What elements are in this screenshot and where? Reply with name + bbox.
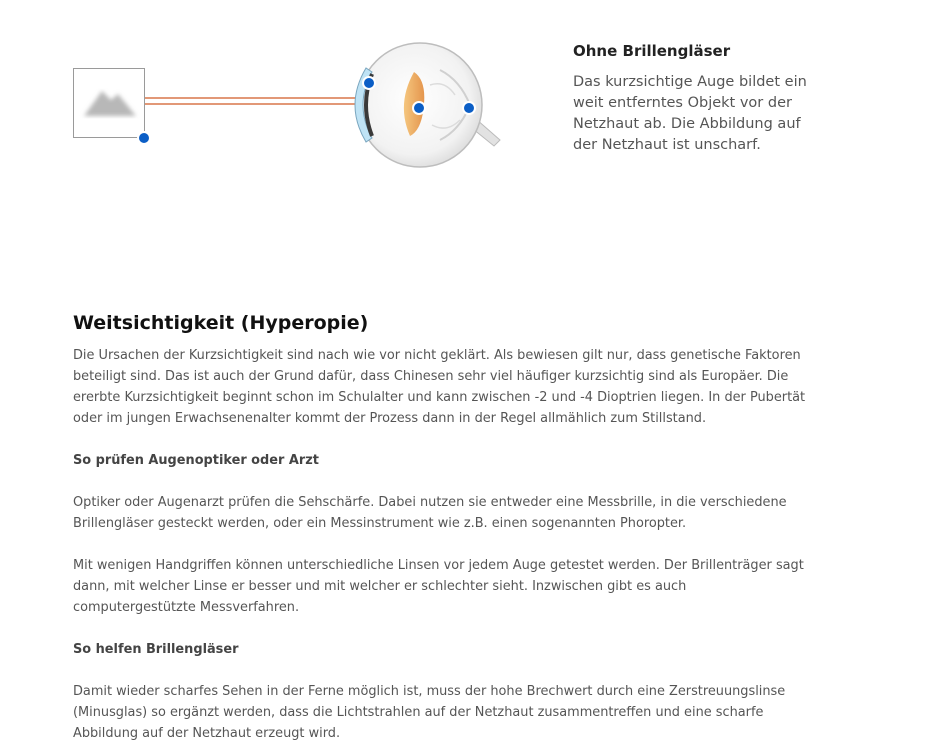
info-title: Ohne Brillengläser xyxy=(573,42,731,60)
object-thumbnail xyxy=(74,69,145,138)
hotspot-cornea[interactable] xyxy=(363,77,375,89)
hotspot-lens[interactable] xyxy=(413,102,425,114)
help-paragraph-1: Damit wieder scharfes Sehen in der Ferne möglich ist, muss der hohe Brechwert durch eine Zerstreuungslinse (Minusglas) so ergänzt werden, dass die Lichtstrahlen auf der Netzhaut zusammentreffen und eine scharfe Abbildung auf der Netzhaut erzeugt wird. xyxy=(73,684,786,741)
eye-diagram xyxy=(0,0,560,200)
check-paragraph-2: Mit wenigen Handgriffen können unterschiedliche Linsen vor jedem Auge getestet werden. Der Brillenträger sagt dann, mit welcher Linse er besser und mit welcher er schlechter sieht. Inzwischen gibt es auch computergestützte Messverfahren. xyxy=(73,558,804,615)
article-section xyxy=(73,310,808,744)
help-heading: So helfen Brillengläser xyxy=(73,642,239,657)
hotspot-object[interactable] xyxy=(138,132,150,144)
check-heading: So prüfen Augenoptiker oder Arzt xyxy=(73,453,319,468)
eyeball xyxy=(355,43,500,167)
article-heading: Weitsichtigkeit (Hyperopie) xyxy=(73,312,369,334)
hotspot-retina[interactable] xyxy=(463,102,475,114)
info-text: Das kurzsichtige Auge bildet ein weit entferntes Objekt vor der Netzhaut ab. Die Abbildung auf der Netzhaut ist unscharf. xyxy=(573,74,807,153)
article-intro: Die Ursachen der Kurzsichtigkeit sind nach wie vor nicht geklärt. Als bewiesen gilt nur, dass genetische Faktoren beteiligt sind. Das ist auch der Grund dafür, dass Chinesen sehr viel häufiger kurzsichtig sind als Europäer. Die ererbte Kurzsichtigkeit beginnt schon im Schulalter und kann zwischen -2 und -4 Dioptrien liegen. In der Pubertät oder im jungen Erwachsenenalter kommt der Prozess dann in der Regel allmählich zum Stillstand. xyxy=(73,348,806,426)
check-paragraph-1: Optiker oder Augenarzt prüfen die Sehschärfe. Dabei nutzen sie entweder eine Messbrille, in die verschiedene Brillengläser gesteckt werden, oder ein Messinstrument wie z.B. einen sogenannten Phoropter. xyxy=(73,495,787,531)
